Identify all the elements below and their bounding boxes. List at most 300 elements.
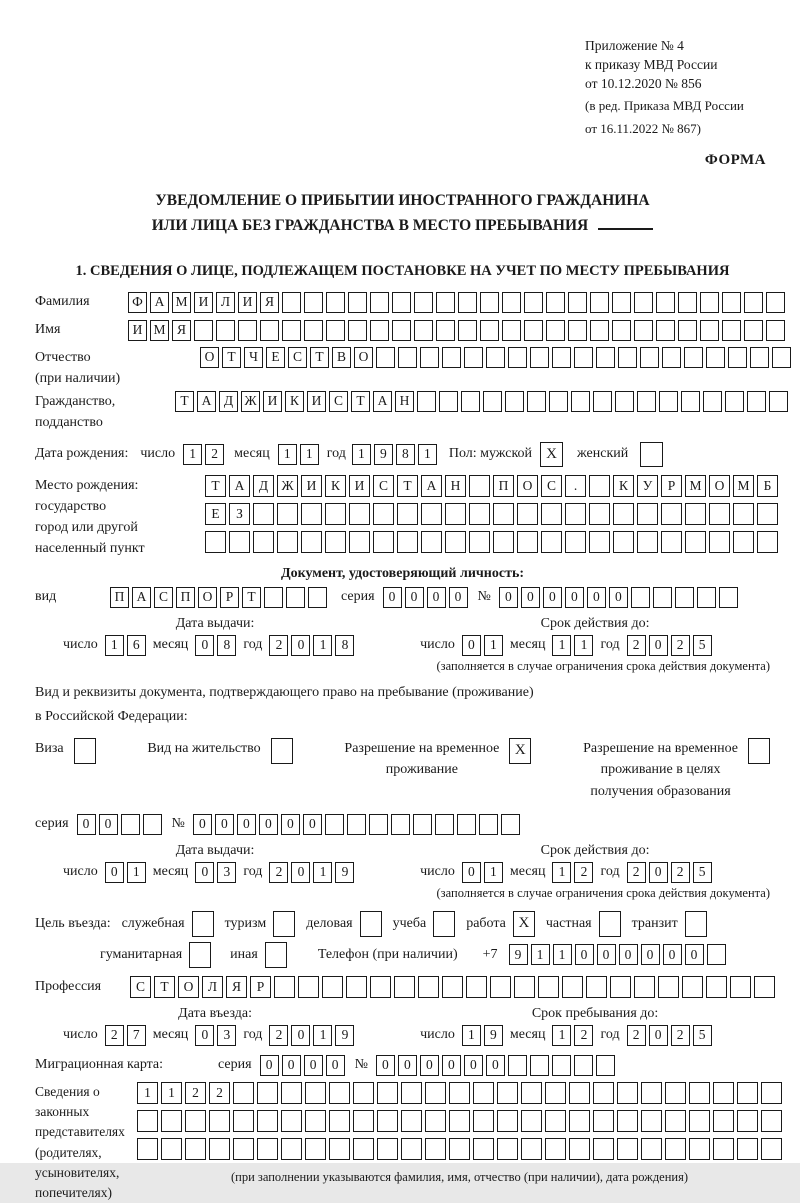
char-cell[interactable] xyxy=(349,531,370,553)
char-cell[interactable] xyxy=(326,292,345,313)
char-cell[interactable] xyxy=(713,1138,734,1160)
char-cell[interactable]: Е xyxy=(205,503,226,525)
char-cell[interactable] xyxy=(508,347,527,368)
char-cell[interactable] xyxy=(549,391,568,412)
char-cell[interactable] xyxy=(458,292,477,313)
char-cell[interactable] xyxy=(719,587,738,608)
char-cell[interactable] xyxy=(305,1138,326,1160)
char-cell[interactable] xyxy=(610,976,631,998)
char-cell[interactable]: Я xyxy=(172,320,191,341)
char-cell[interactable] xyxy=(490,976,511,998)
char-cell[interactable]: 0 xyxy=(281,814,300,835)
char-cell[interactable] xyxy=(658,976,679,998)
char-cell[interactable]: 9 xyxy=(484,1025,503,1046)
char-cell[interactable] xyxy=(744,320,763,341)
char-cell[interactable]: О xyxy=(200,347,219,368)
char-cell[interactable] xyxy=(501,814,520,835)
char-cell[interactable]: 6 xyxy=(127,635,146,656)
char-cell[interactable] xyxy=(665,1110,686,1132)
char-cell[interactable] xyxy=(728,347,747,368)
char-cell[interactable] xyxy=(281,1138,302,1160)
char-cell[interactable]: 0 xyxy=(442,1055,461,1076)
char-cell[interactable]: 1 xyxy=(552,635,571,656)
char-cell[interactable]: 0 xyxy=(597,944,616,965)
char-cell[interactable] xyxy=(257,1110,278,1132)
char-cell[interactable] xyxy=(370,320,389,341)
char-cell[interactable] xyxy=(480,320,499,341)
char-cell[interactable]: 7 xyxy=(127,1025,146,1046)
char-cell[interactable] xyxy=(414,320,433,341)
char-cell[interactable] xyxy=(326,320,345,341)
char-cell[interactable] xyxy=(216,320,235,341)
char-cell[interactable] xyxy=(546,320,565,341)
char-cell[interactable] xyxy=(397,503,418,525)
char-cell[interactable] xyxy=(353,1110,374,1132)
char-cell[interactable] xyxy=(369,814,388,835)
char-cell[interactable] xyxy=(425,1082,446,1104)
char-cell[interactable] xyxy=(353,1138,374,1160)
char-cell[interactable]: С xyxy=(329,391,348,412)
char-cell[interactable]: М xyxy=(685,475,706,497)
char-cell[interactable] xyxy=(301,531,322,553)
char-cell[interactable] xyxy=(377,1138,398,1160)
char-cell[interactable]: Р xyxy=(250,976,271,998)
char-cell[interactable]: 0 xyxy=(291,635,310,656)
char-cell[interactable] xyxy=(442,347,461,368)
char-cell[interactable] xyxy=(329,1138,350,1160)
char-cell[interactable]: С xyxy=(541,475,562,497)
char-cell[interactable] xyxy=(737,1082,758,1104)
char-cell[interactable] xyxy=(493,503,514,525)
char-cell[interactable]: Я xyxy=(226,976,247,998)
char-cell[interactable] xyxy=(689,1138,710,1160)
char-cell[interactable] xyxy=(545,1082,566,1104)
char-cell[interactable]: 1 xyxy=(127,862,146,883)
char-cell[interactable] xyxy=(571,391,590,412)
char-cell[interactable]: К xyxy=(285,391,304,412)
char-cell[interactable]: И xyxy=(349,475,370,497)
char-cell[interactable]: 0 xyxy=(99,814,118,835)
char-cell[interactable] xyxy=(612,292,631,313)
char-cell[interactable]: 2 xyxy=(627,635,646,656)
char-cell[interactable] xyxy=(346,976,367,998)
char-cell[interactable] xyxy=(634,292,653,313)
char-cell[interactable]: Р xyxy=(220,587,239,608)
char-cell[interactable] xyxy=(347,814,366,835)
char-cell[interactable]: 5 xyxy=(693,1025,712,1046)
char-cell[interactable]: 0 xyxy=(420,1055,439,1076)
char-cell[interactable] xyxy=(640,347,659,368)
char-cell[interactable] xyxy=(304,320,323,341)
char-cell[interactable] xyxy=(233,1082,254,1104)
char-cell[interactable]: 9 xyxy=(335,862,354,883)
char-cell[interactable]: 1 xyxy=(352,444,371,465)
char-cell[interactable]: М xyxy=(172,292,191,313)
char-cell[interactable]: П xyxy=(110,587,129,608)
char-cell[interactable] xyxy=(469,503,490,525)
char-cell[interactable]: 1 xyxy=(137,1082,158,1104)
char-cell[interactable]: Ж xyxy=(241,391,260,412)
char-cell[interactable] xyxy=(538,976,559,998)
char-cell[interactable] xyxy=(483,391,502,412)
char-cell[interactable]: 1 xyxy=(462,1025,481,1046)
char-cell[interactable]: 2 xyxy=(627,1025,646,1046)
char-cell[interactable]: А xyxy=(197,391,216,412)
char-cell[interactable]: 1 xyxy=(313,635,332,656)
char-cell[interactable] xyxy=(514,976,535,998)
char-cell[interactable] xyxy=(348,292,367,313)
char-cell[interactable]: 0 xyxy=(649,1025,668,1046)
char-cell[interactable] xyxy=(436,292,455,313)
char-cell[interactable] xyxy=(761,1138,782,1160)
char-cell[interactable] xyxy=(298,976,319,998)
char-cell[interactable] xyxy=(508,1055,527,1076)
char-cell[interactable] xyxy=(137,1110,158,1132)
char-cell[interactable]: 0 xyxy=(464,1055,483,1076)
char-cell[interactable] xyxy=(709,531,730,553)
char-cell[interactable] xyxy=(325,531,346,553)
char-cell[interactable] xyxy=(281,1110,302,1132)
char-cell[interactable]: П xyxy=(493,475,514,497)
char-cell[interactable]: 3 xyxy=(217,862,236,883)
char-cell[interactable] xyxy=(348,320,367,341)
char-cell[interactable] xyxy=(442,976,463,998)
char-cell[interactable] xyxy=(161,1138,182,1160)
char-cell[interactable]: 8 xyxy=(396,444,415,465)
char-cell[interactable]: О xyxy=(198,587,217,608)
char-cell[interactable] xyxy=(552,347,571,368)
char-cell[interactable] xyxy=(750,347,769,368)
char-cell[interactable] xyxy=(418,976,439,998)
char-cell[interactable] xyxy=(401,1082,422,1104)
char-cell[interactable]: 2 xyxy=(574,1025,593,1046)
char-cell[interactable]: Т xyxy=(154,976,175,998)
char-cell[interactable]: . xyxy=(565,475,586,497)
char-cell[interactable]: 0 xyxy=(260,1055,279,1076)
char-cell[interactable] xyxy=(469,475,490,497)
char-cell[interactable]: О xyxy=(178,976,199,998)
purpose-humanitarian-checkbox[interactable] xyxy=(189,942,211,968)
char-cell[interactable]: О xyxy=(709,475,730,497)
char-cell[interactable]: Т xyxy=(310,347,329,368)
char-cell[interactable] xyxy=(634,320,653,341)
char-cell[interactable]: 9 xyxy=(335,1025,354,1046)
char-cell[interactable] xyxy=(425,1110,446,1132)
char-cell[interactable]: 1 xyxy=(161,1082,182,1104)
char-cell[interactable] xyxy=(706,347,725,368)
char-cell[interactable]: 0 xyxy=(195,862,214,883)
char-cell[interactable]: Л xyxy=(202,976,223,998)
char-cell[interactable] xyxy=(565,531,586,553)
char-cell[interactable]: К xyxy=(613,475,634,497)
char-cell[interactable]: 0 xyxy=(259,814,278,835)
char-cell[interactable] xyxy=(233,1138,254,1160)
char-cell[interactable]: 0 xyxy=(641,944,660,965)
char-cell[interactable] xyxy=(505,391,524,412)
char-cell[interactable] xyxy=(637,391,656,412)
char-cell[interactable] xyxy=(527,391,546,412)
char-cell[interactable]: С xyxy=(154,587,173,608)
char-cell[interactable] xyxy=(665,1138,686,1160)
char-cell[interactable] xyxy=(617,1082,638,1104)
char-cell[interactable] xyxy=(697,587,716,608)
char-cell[interactable] xyxy=(568,292,587,313)
char-cell[interactable]: 1 xyxy=(552,862,571,883)
char-cell[interactable] xyxy=(517,503,538,525)
char-cell[interactable]: 1 xyxy=(313,1025,332,1046)
char-cell[interactable]: 2 xyxy=(209,1082,230,1104)
char-cell[interactable] xyxy=(678,292,697,313)
char-cell[interactable]: 1 xyxy=(484,635,503,656)
char-cell[interactable] xyxy=(473,1082,494,1104)
char-cell[interactable] xyxy=(744,292,763,313)
char-cell[interactable] xyxy=(449,1110,470,1132)
char-cell[interactable] xyxy=(689,1110,710,1132)
char-cell[interactable] xyxy=(593,391,612,412)
char-cell[interactable] xyxy=(421,531,442,553)
char-cell[interactable]: 0 xyxy=(237,814,256,835)
char-cell[interactable]: Т xyxy=(397,475,418,497)
char-cell[interactable] xyxy=(747,391,766,412)
char-cell[interactable] xyxy=(264,587,283,608)
char-cell[interactable] xyxy=(277,531,298,553)
purpose-tourism-checkbox[interactable] xyxy=(273,911,295,937)
char-cell[interactable] xyxy=(641,1082,662,1104)
char-cell[interactable]: 2 xyxy=(671,635,690,656)
char-cell[interactable] xyxy=(700,320,719,341)
char-cell[interactable]: 0 xyxy=(575,944,594,965)
char-cell[interactable] xyxy=(524,320,543,341)
char-cell[interactable]: 0 xyxy=(195,635,214,656)
char-cell[interactable] xyxy=(689,1082,710,1104)
char-cell[interactable] xyxy=(631,587,650,608)
char-cell[interactable] xyxy=(545,1110,566,1132)
char-cell[interactable]: Ж xyxy=(277,475,298,497)
char-cell[interactable]: 0 xyxy=(427,587,446,608)
char-cell[interactable] xyxy=(766,292,785,313)
char-cell[interactable] xyxy=(737,1110,758,1132)
char-cell[interactable] xyxy=(703,391,722,412)
char-cell[interactable] xyxy=(473,1110,494,1132)
char-cell[interactable] xyxy=(445,531,466,553)
char-cell[interactable]: У xyxy=(637,475,658,497)
sex-male-checkbox[interactable]: X xyxy=(540,442,563,467)
char-cell[interactable] xyxy=(421,503,442,525)
char-cell[interactable]: О xyxy=(517,475,538,497)
char-cell[interactable] xyxy=(413,814,432,835)
purpose-business-checkbox[interactable] xyxy=(360,911,382,937)
char-cell[interactable] xyxy=(205,531,226,553)
char-cell[interactable]: 0 xyxy=(105,862,124,883)
char-cell[interactable] xyxy=(521,1110,542,1132)
char-cell[interactable] xyxy=(325,503,346,525)
char-cell[interactable] xyxy=(253,531,274,553)
char-cell[interactable] xyxy=(641,1110,662,1132)
char-cell[interactable] xyxy=(713,1082,734,1104)
char-cell[interactable] xyxy=(593,1082,614,1104)
char-cell[interactable]: Б xyxy=(757,475,778,497)
char-cell[interactable] xyxy=(541,503,562,525)
char-cell[interactable]: С xyxy=(288,347,307,368)
char-cell[interactable]: 1 xyxy=(278,444,297,465)
purpose-official-checkbox[interactable] xyxy=(192,911,214,937)
char-cell[interactable] xyxy=(772,347,791,368)
char-cell[interactable] xyxy=(392,320,411,341)
char-cell[interactable] xyxy=(394,976,415,998)
char-cell[interactable]: П xyxy=(176,587,195,608)
char-cell[interactable] xyxy=(121,814,140,835)
char-cell[interactable] xyxy=(618,347,637,368)
char-cell[interactable]: И xyxy=(263,391,282,412)
char-cell[interactable] xyxy=(757,531,778,553)
purpose-private-checkbox[interactable] xyxy=(599,911,621,937)
char-cell[interactable] xyxy=(589,475,610,497)
char-cell[interactable]: Т xyxy=(242,587,261,608)
purpose-transit-checkbox[interactable] xyxy=(685,911,707,937)
char-cell[interactable]: 0 xyxy=(383,587,402,608)
char-cell[interactable]: 1 xyxy=(313,862,332,883)
char-cell[interactable]: 1 xyxy=(552,1025,571,1046)
char-cell[interactable]: 0 xyxy=(565,587,584,608)
char-cell[interactable] xyxy=(497,1110,518,1132)
char-cell[interactable]: 2 xyxy=(269,1025,288,1046)
char-cell[interactable] xyxy=(435,814,454,835)
char-cell[interactable] xyxy=(574,347,593,368)
char-cell[interactable] xyxy=(617,1138,638,1160)
char-cell[interactable] xyxy=(530,347,549,368)
char-cell[interactable]: 1 xyxy=(105,635,124,656)
char-cell[interactable] xyxy=(253,503,274,525)
char-cell[interactable] xyxy=(661,531,682,553)
char-cell[interactable] xyxy=(656,320,675,341)
char-cell[interactable] xyxy=(229,531,250,553)
char-cell[interactable]: 1 xyxy=(574,635,593,656)
visa-checkbox[interactable] xyxy=(74,738,96,764)
char-cell[interactable] xyxy=(377,1110,398,1132)
purpose-study-checkbox[interactable] xyxy=(433,911,455,937)
char-cell[interactable] xyxy=(596,347,615,368)
char-cell[interactable] xyxy=(613,531,634,553)
char-cell[interactable]: И xyxy=(128,320,147,341)
char-cell[interactable] xyxy=(420,347,439,368)
char-cell[interactable] xyxy=(397,531,418,553)
char-cell[interactable] xyxy=(274,976,295,998)
char-cell[interactable] xyxy=(401,1138,422,1160)
char-cell[interactable] xyxy=(329,1110,350,1132)
char-cell[interactable]: 0 xyxy=(649,635,668,656)
char-cell[interactable] xyxy=(329,1082,350,1104)
char-cell[interactable] xyxy=(370,976,391,998)
char-cell[interactable]: Р xyxy=(661,475,682,497)
char-cell[interactable]: 0 xyxy=(486,1055,505,1076)
char-cell[interactable] xyxy=(497,1138,518,1160)
char-cell[interactable] xyxy=(722,292,741,313)
char-cell[interactable] xyxy=(391,814,410,835)
char-cell[interactable] xyxy=(282,320,301,341)
char-cell[interactable] xyxy=(502,320,521,341)
char-cell[interactable] xyxy=(469,531,490,553)
char-cell[interactable] xyxy=(257,1138,278,1160)
char-cell[interactable] xyxy=(761,1110,782,1132)
char-cell[interactable]: 0 xyxy=(195,1025,214,1046)
char-cell[interactable]: 8 xyxy=(335,635,354,656)
char-cell[interactable] xyxy=(589,503,610,525)
char-cell[interactable] xyxy=(185,1110,206,1132)
char-cell[interactable] xyxy=(593,1110,614,1132)
char-cell[interactable] xyxy=(634,976,655,998)
char-cell[interactable]: 2 xyxy=(671,862,690,883)
char-cell[interactable] xyxy=(733,531,754,553)
char-cell[interactable] xyxy=(301,503,322,525)
char-cell[interactable] xyxy=(414,292,433,313)
char-cell[interactable] xyxy=(656,292,675,313)
char-cell[interactable]: 0 xyxy=(405,587,424,608)
char-cell[interactable] xyxy=(308,587,327,608)
char-cell[interactable]: С xyxy=(130,976,151,998)
char-cell[interactable]: К xyxy=(325,475,346,497)
char-cell[interactable]: 0 xyxy=(304,1055,323,1076)
char-cell[interactable]: Д xyxy=(219,391,238,412)
char-cell[interactable]: 0 xyxy=(685,944,704,965)
char-cell[interactable] xyxy=(305,1110,326,1132)
char-cell[interactable]: 0 xyxy=(449,587,468,608)
char-cell[interactable] xyxy=(545,1138,566,1160)
char-cell[interactable]: 0 xyxy=(215,814,234,835)
char-cell[interactable]: А xyxy=(132,587,151,608)
char-cell[interactable]: Ф xyxy=(128,292,147,313)
char-cell[interactable] xyxy=(439,391,458,412)
char-cell[interactable]: Т xyxy=(222,347,241,368)
char-cell[interactable] xyxy=(401,1110,422,1132)
char-cell[interactable]: 1 xyxy=(553,944,572,965)
char-cell[interactable] xyxy=(277,503,298,525)
char-cell[interactable]: 2 xyxy=(105,1025,124,1046)
char-cell[interactable] xyxy=(574,1055,593,1076)
char-cell[interactable] xyxy=(398,347,417,368)
char-cell[interactable] xyxy=(517,531,538,553)
char-cell[interactable] xyxy=(684,347,703,368)
char-cell[interactable]: А xyxy=(229,475,250,497)
char-cell[interactable]: 0 xyxy=(462,635,481,656)
char-cell[interactable] xyxy=(665,1082,686,1104)
char-cell[interactable] xyxy=(305,1082,326,1104)
char-cell[interactable] xyxy=(678,320,697,341)
char-cell[interactable] xyxy=(590,320,609,341)
char-cell[interactable] xyxy=(685,503,706,525)
char-cell[interactable] xyxy=(304,292,323,313)
char-cell[interactable]: 2 xyxy=(269,862,288,883)
char-cell[interactable] xyxy=(700,292,719,313)
char-cell[interactable] xyxy=(497,1082,518,1104)
char-cell[interactable] xyxy=(637,503,658,525)
char-cell[interactable]: 0 xyxy=(587,587,606,608)
char-cell[interactable] xyxy=(480,292,499,313)
char-cell[interactable] xyxy=(659,391,678,412)
char-cell[interactable] xyxy=(282,292,301,313)
char-cell[interactable]: 5 xyxy=(693,635,712,656)
char-cell[interactable] xyxy=(589,531,610,553)
char-cell[interactable] xyxy=(486,347,505,368)
sex-female-checkbox[interactable] xyxy=(640,442,663,467)
char-cell[interactable] xyxy=(370,292,389,313)
char-cell[interactable]: Л xyxy=(216,292,235,313)
char-cell[interactable] xyxy=(661,503,682,525)
char-cell[interactable]: Д xyxy=(253,475,274,497)
char-cell[interactable]: А xyxy=(150,292,169,313)
char-cell[interactable]: Е xyxy=(266,347,285,368)
char-cell[interactable] xyxy=(417,391,436,412)
char-cell[interactable]: 0 xyxy=(376,1055,395,1076)
